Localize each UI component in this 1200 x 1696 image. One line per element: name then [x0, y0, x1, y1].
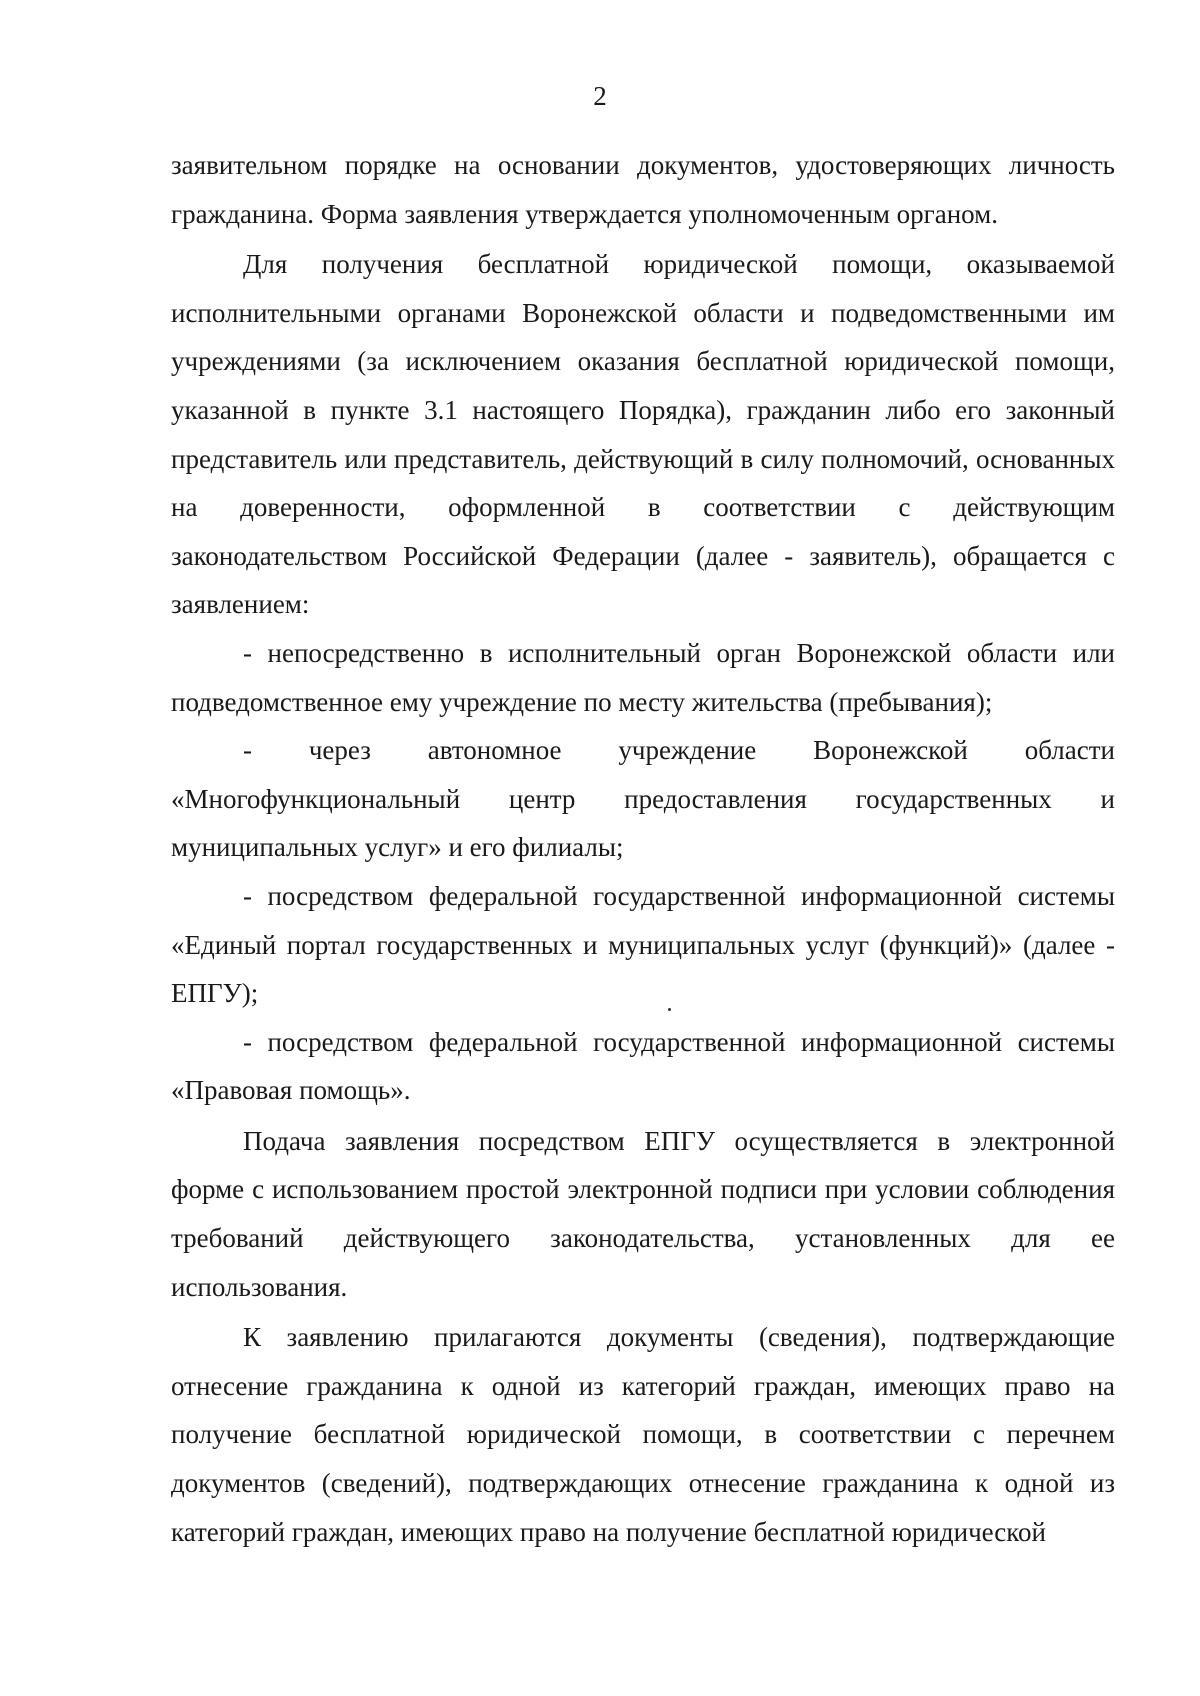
list-item-legal-aid: - посредством федеральной государственной информационной системы «Правовая помощь». — [171, 1026, 1115, 1106]
page-number: 2 — [593, 81, 607, 111]
document-body — [171, 141, 1115, 1556]
list-item-mfc: - через автономное учреждение Воронежской области «Многофункциональный центр предоставления государственных и муниципальных услуг» и его филиалы; — [171, 735, 1115, 863]
paragraph-attached-documents: К заявлению прилагаются документы (сведения), подтверждающие отнесение гражданина к одной из категорий граждан, имеющих право на получение бесплатной юридической помощи, в соответствии с перечнем документов (сведений), подтверждающих отнесение гражданина к одной из категорий граждан, имеющих право на получение бесплатной юридической — [171, 1322, 1115, 1547]
paragraph-electronic-submission: Подача заявления посредством ЕПГУ осуществляется в электронной форме с использованием простой электронной подписи при условии соблюдения требований действующего законодательства, установленных для ее использования. — [171, 1125, 1115, 1302]
paragraph-continuation: заявительном порядке на основании документов, удостоверяющих личность гражданина. Форма заявления утверждается уполномоченным органом. — [171, 150, 1115, 229]
scan-speck — [668, 1008, 671, 1011]
list-item-epgu: - посредством федеральной государственной информационной системы «Единый портал государственных и муниципальных услуг (функций)» (далее - ЕПГУ); — [171, 880, 1115, 1009]
paragraph-request-procedure: Для получения бесплатной юридической помощи, оказываемой исполнительными органами Воронежской области и подведомственными им учреждениями (за исключением оказания бесплатной юридической помощи, указанной в пункте 3.1 настоящего Порядка), гражданин либо его законный представитель или представитель, действующий в силу полномочий, основанных на доверенности, оформленной в соответствии с действующим законодательством Российской Федерации (далее - заявитель), обращается с заявлением: — [171, 249, 1115, 620]
list-item-direct: - непосредственно в исполнительный орган Воронежской области или подведомственное ему учреждение по месту жительства (пребывания); — [171, 637, 1115, 717]
